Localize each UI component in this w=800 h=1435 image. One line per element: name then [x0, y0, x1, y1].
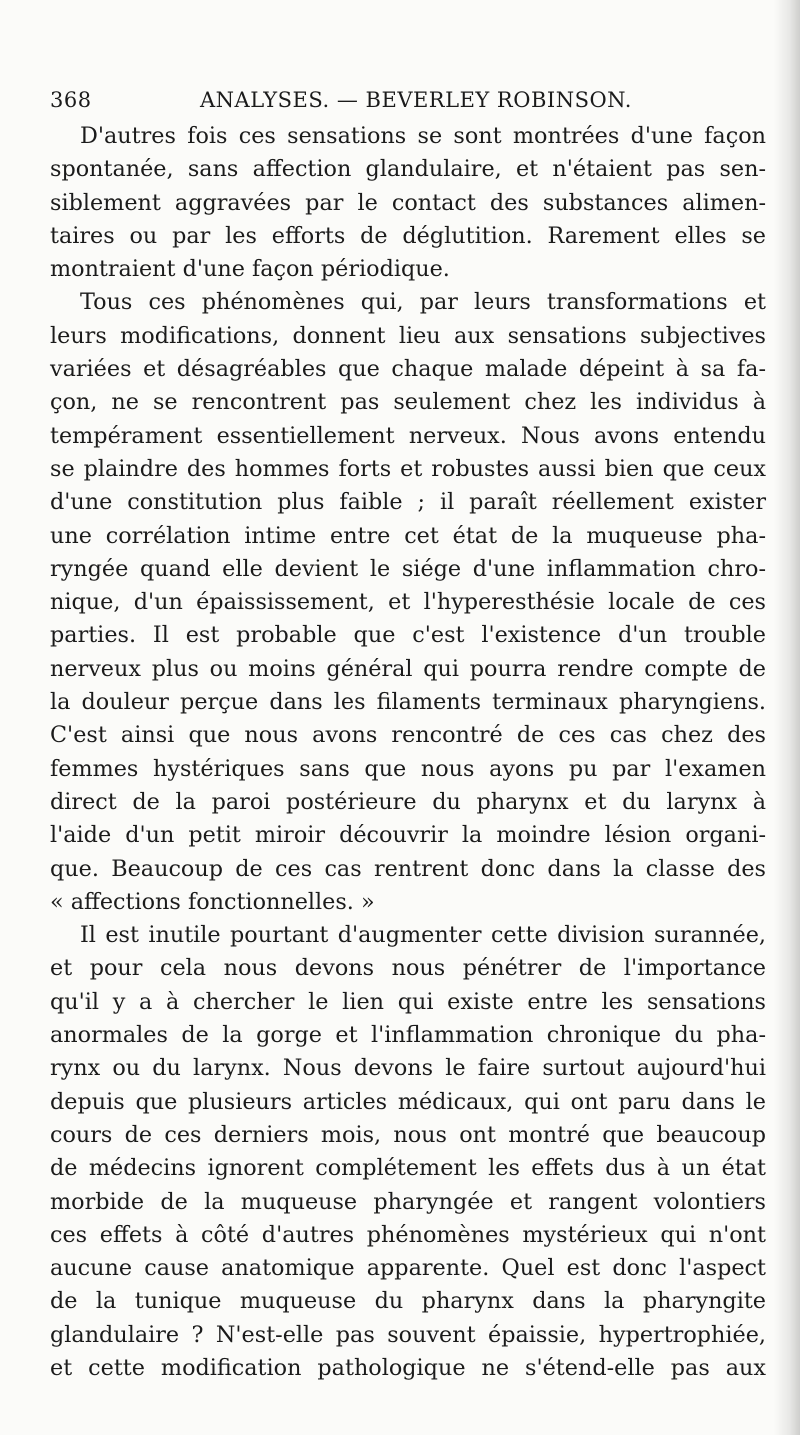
text-line: Tous ces phénomènes qui, par leurs transformations et	[80, 289, 766, 316]
text-line: femmes hystériques sans que nous ayons pu par l'examen	[50, 755, 766, 782]
text-line: et pour cela nous devons nous pénétrer de l'importance	[50, 955, 766, 982]
text-line: cours de ces derniers mois, nous ont montré que beaucoup	[50, 1121, 766, 1148]
paragraph-3	[50, 919, 766, 1385]
page-number: 368	[50, 88, 92, 112]
running-head: ANALYSES. — BEVERLEY ROBINSON.	[200, 88, 632, 112]
text-line: une corrélation intime entre cet état de la muqueuse pha-	[50, 522, 766, 549]
text-line: l'aide d'un petit miroir découvrir la moindre lésion organi-	[50, 822, 766, 849]
body-text	[50, 120, 766, 1385]
text-line: D'autres fois ces sensations se sont montrées d'une façon	[80, 123, 766, 149]
text-line: nique, d'un épaississement, et l'hyperesthésie locale de ces	[50, 589, 766, 616]
text-line: de la tunique muqueuse du pharynx dans la pharyngite	[50, 1288, 766, 1315]
text-line: nerveux plus ou moins général qui pourra rendre compte de	[50, 655, 766, 682]
page-header	[50, 84, 750, 118]
text-line: anormales de la gorge et l'inflammation chronique du pha-	[50, 1022, 766, 1049]
text-line: Il est inutile pourtant d'augmenter cette division surannée,	[80, 922, 766, 949]
text-line: montraient d'une façon périodique.	[50, 256, 450, 283]
paragraph-2	[50, 286, 766, 919]
text-line: glandulaire ? N'est-elle pas souvent épaissie, hypertrophiée,	[50, 1321, 766, 1348]
text-line: ryngée quand elle devient le siége d'une inflammation chro-	[50, 555, 766, 582]
paragraph-1	[50, 120, 766, 286]
text-line: parties. Il est probable que c'est l'existence d'un trouble	[50, 622, 766, 649]
text-line: çon, ne se rencontrent pas seulement chez les individus à	[50, 389, 766, 416]
text-line: d'une constitution plus faible ; il paraît réellement exister	[50, 489, 766, 516]
text-line: de médecins ignorent complétement les effets dus à un état	[50, 1155, 766, 1182]
text-line: et cette modification pathologique ne s'étend-elle pas aux	[50, 1354, 766, 1381]
text-line: tempérament essentiellement nerveux. Nous avons entendu	[50, 422, 766, 449]
text-line: morbide de la muqueuse pharyngée et rangent volontiers	[50, 1188, 766, 1215]
text-line: leurs modifications, donnent lieu aux sensations subjectives	[50, 322, 766, 349]
page-edge-shadow	[774, 0, 800, 1435]
text-line: depuis que plusieurs articles médicaux, qui ont paru dans le	[50, 1088, 766, 1115]
text-line: variées et désagréables que chaque malade dépeint à sa fa-	[50, 356, 766, 383]
text-line: ces effets à côté d'autres phénomènes mystérieux qui n'ont	[50, 1221, 766, 1248]
text-line: taires ou par les efforts de déglutition. Rarement elles se	[50, 222, 766, 249]
text-line: direct de la paroi postérieure du pharynx et du larynx à	[50, 788, 766, 815]
text-line: spontanée, sans affection glandulaire, et n'étaient pas sen-	[50, 156, 766, 183]
text-line: rynx ou du larynx. Nous devons le faire surtout aujourd'hui	[50, 1055, 766, 1082]
text-line: siblement aggravées par le contact des substances alimen-	[50, 189, 766, 216]
text-line: se plaindre des hommes forts et robustes aussi bien que ceux	[50, 455, 766, 482]
text-line: que. Beaucoup de ces cas rentrent donc dans la classe des	[50, 855, 766, 882]
text-line: C'est ainsi que nous avons rencontré de ces cas chez des	[50, 722, 766, 749]
text-line: « affections fonctionnelles. »	[50, 888, 375, 915]
text-line: la douleur perçue dans les filaments terminaux pharyngiens.	[50, 689, 766, 716]
text-line: qu'il y a à chercher le lien qui existe entre les sensations	[50, 988, 766, 1015]
text-line: aucune cause anatomique apparente. Quel est donc l'aspect	[50, 1255, 766, 1282]
